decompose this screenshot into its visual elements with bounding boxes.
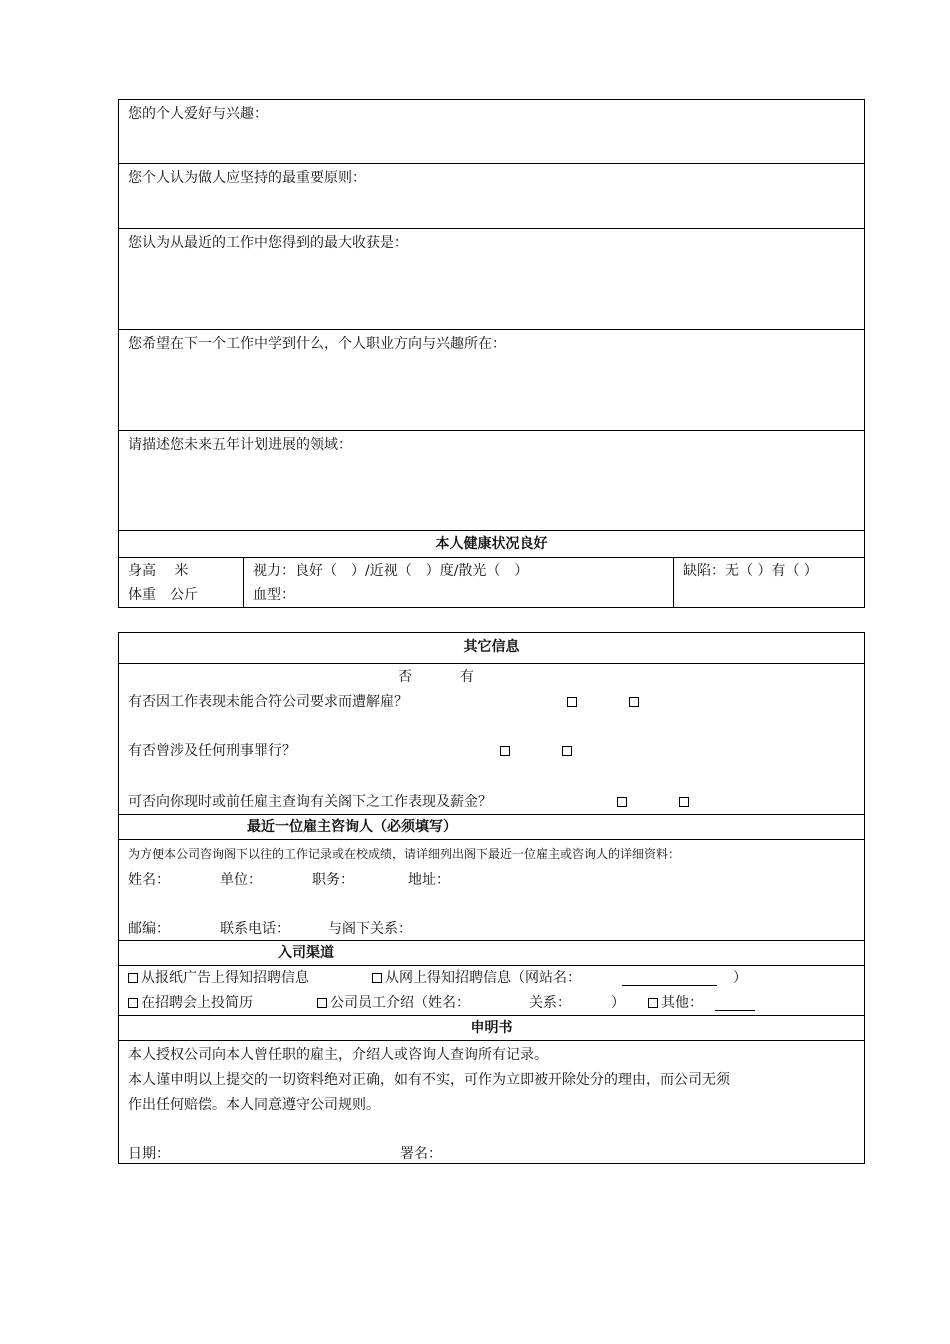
question-label-career-direction: 您希望在下一个工作中学到什么，个人职业方向与兴趣所在：: [128, 336, 506, 352]
health-divider-2: [673, 558, 674, 607]
referee-name-field[interactable]: 姓名：: [128, 872, 170, 888]
dismissal-question: 有否因工作表现未能合符公司要求而遭解雇？: [128, 694, 408, 710]
question-label-gains: 您认为从最近的工作中您得到的最大收获是：: [128, 235, 408, 251]
channel-option-other[interactable]: [648, 994, 703, 1012]
website-checkbox[interactable]: [372, 973, 382, 983]
declaration-line-2: 本人谨申明以上提交的一切资料绝对正确，如有不实，可作为立即被开除处分的理由，而公司无须: [128, 1072, 730, 1088]
other-info-title: 其它信息: [463, 639, 520, 655]
referee-title: 最近一位雇主咨询人（必须填写）: [247, 819, 457, 835]
declaration-header-row: [119, 1015, 864, 1041]
channel-options-row: [119, 965, 864, 1016]
channel-option-website[interactable]: [372, 969, 581, 987]
question-row-gains[interactable]: [119, 228, 864, 330]
referee-header-row: [119, 814, 864, 840]
referee-postcode-field[interactable]: 邮编：: [128, 921, 170, 937]
referee-unit-field[interactable]: 单位：: [220, 872, 262, 888]
other-info-table: [118, 632, 865, 1164]
job-fair-checkbox[interactable]: [128, 998, 138, 1008]
question-row-career-direction[interactable]: [119, 329, 864, 431]
signature-field[interactable]: 署名：: [400, 1146, 442, 1162]
website-name-blank[interactable]: [622, 971, 717, 986]
channel-header-row: [119, 940, 864, 966]
newspaper-label: 从报纸广告上得知招聘信息: [141, 970, 309, 986]
other-label: 其他：: [661, 995, 703, 1011]
criminal-yes-checkbox[interactable]: [562, 746, 572, 756]
column-yes-label: 有: [460, 669, 474, 685]
health-divider-1: [243, 558, 244, 607]
other-info-questions-row: [119, 663, 864, 815]
channel-option-newspaper[interactable]: [128, 969, 309, 987]
declaration-body-row: [119, 1040, 864, 1163]
referral-checkbox[interactable]: [317, 998, 327, 1008]
question-label-hobbies: 您的个人爱好与兴趣：: [128, 106, 268, 122]
health-section-title: 本人健康状况良好: [435, 536, 548, 552]
referee-note: 为方便本公司咨询阁下以往的工作记录或在校成绩，请详细列出阁下最近一位雇主或咨询人的详细资料：: [128, 847, 681, 861]
newspaper-checkbox[interactable]: [128, 973, 138, 983]
column-no-label: 否: [398, 669, 412, 685]
referral-label: 公司员工介绍（姓名：: [330, 995, 470, 1011]
blood-type-field[interactable]: 血型：: [253, 587, 295, 603]
channel-option-referral[interactable]: [317, 994, 470, 1012]
question-row-five-year-plan[interactable]: [119, 430, 864, 531]
channel-option-job-fair[interactable]: [128, 994, 253, 1012]
referral-close-paren: ）: [611, 995, 625, 1011]
referee-phone-field[interactable]: 联系电话：: [220, 921, 290, 937]
other-checkbox[interactable]: [648, 998, 658, 1008]
referral-relation-label: 关系：: [529, 995, 571, 1011]
vision-field[interactable]: 视力：良好（ ）/近视（ ）度/散光（ ）: [253, 563, 529, 579]
referee-details-row: [119, 839, 864, 941]
dismissal-no-checkbox[interactable]: [567, 697, 577, 707]
height-field[interactable]: 身高 米: [128, 563, 189, 579]
other-blank[interactable]: [715, 996, 755, 1011]
defect-field[interactable]: 缺陷：无（ ）有（ ）: [683, 563, 818, 579]
job-fair-label: 在招聘会上投简历: [141, 995, 253, 1011]
criminal-no-checkbox[interactable]: [500, 746, 510, 756]
referee-position-field[interactable]: 职务：: [312, 872, 354, 888]
weight-field[interactable]: 体重 公斤: [128, 587, 198, 603]
channel-title: 入司渠道: [278, 945, 334, 961]
question-row-principles[interactable]: [119, 163, 864, 229]
website-close-paren: ）: [733, 970, 747, 986]
question-row-hobbies[interactable]: [119, 100, 864, 164]
personal-questions-table: [118, 99, 865, 608]
employer-inquiry-question: 可否向你现时或前任雇主查询有关阁下之工作表现及薪金？: [128, 794, 492, 810]
health-detail-row: [119, 557, 864, 607]
date-field[interactable]: 日期：: [128, 1146, 170, 1162]
declaration-line-1: 本人授权公司向本人曾任职的雇主，介绍人或咨询人查询所有记录。: [128, 1047, 548, 1063]
inquiry-yes-checkbox[interactable]: [679, 797, 689, 807]
referee-relation-field[interactable]: 与阁下关系：: [328, 921, 412, 937]
declaration-line-3: 作出任何赔偿。本人同意遵守公司规则。: [128, 1097, 380, 1113]
criminal-question: 有否曾涉及任何刑事罪行？: [128, 743, 296, 759]
question-label-principles: 您个人认为做人应坚持的最重要原则：: [128, 170, 366, 186]
website-label: 从网上得知招聘信息（网站名：: [385, 970, 581, 986]
dismissal-yes-checkbox[interactable]: [629, 697, 639, 707]
question-label-five-year-plan: 请描述您未来五年计划进展的领域：: [128, 437, 352, 453]
health-header-row: [119, 530, 864, 558]
referee-address-field[interactable]: 地址：: [408, 872, 450, 888]
other-info-header-row: [119, 633, 864, 664]
inquiry-no-checkbox[interactable]: [617, 797, 627, 807]
declaration-title: 申明书: [470, 1020, 513, 1036]
